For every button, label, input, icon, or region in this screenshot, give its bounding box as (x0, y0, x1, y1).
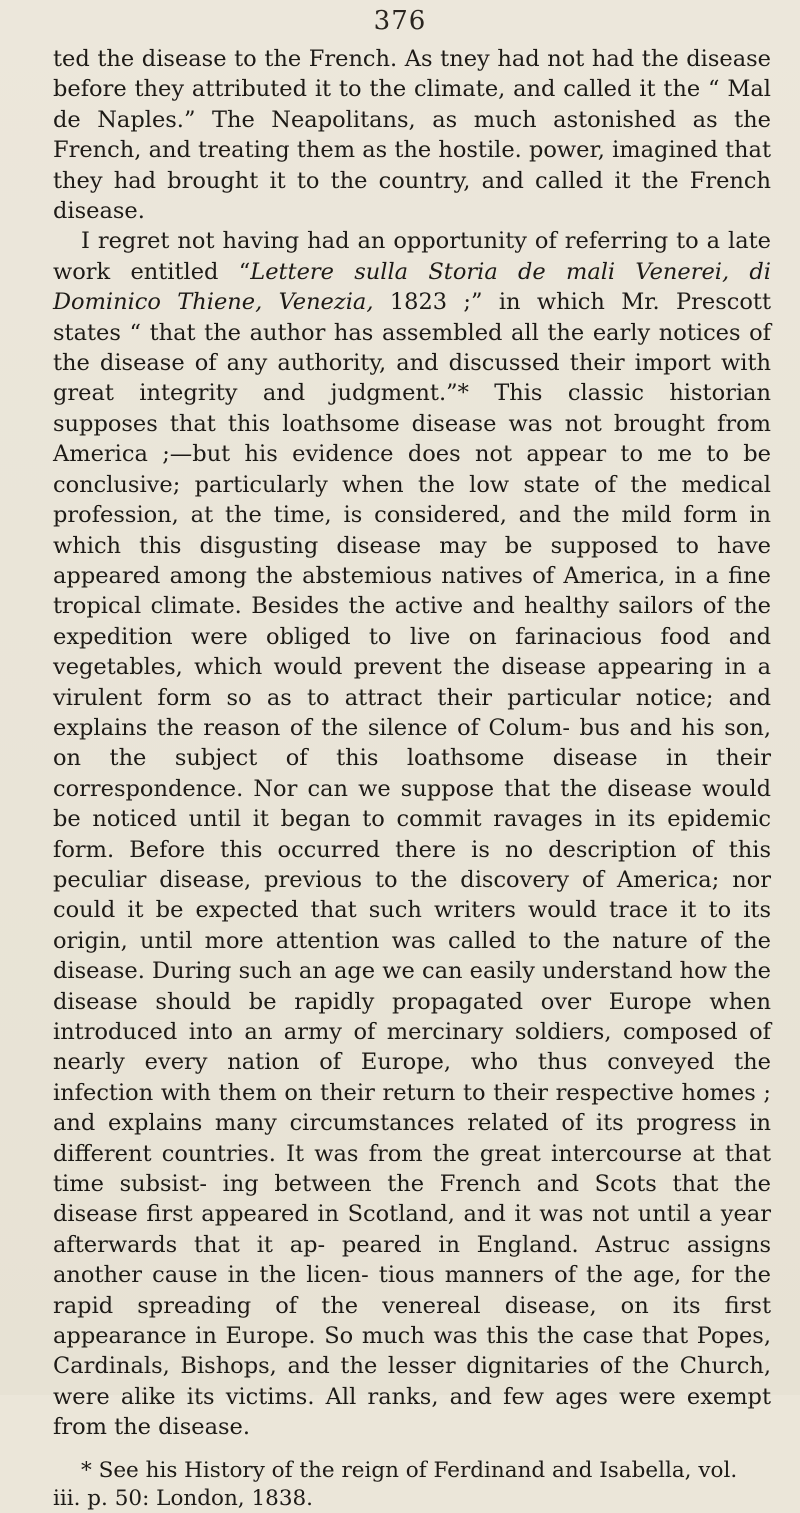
paragraph-continuation: ted the disease to the French. As tney had not had the disease before they attributed it to the climate, and called it the “ Mal de Naples.” The Neapolitans, as much astonished as the French, and treating them as the hostile. power, imagined that they had brought it to the country, and called it the French disease. (53, 46, 771, 225)
italic-book-title: Lettere sulla Storia de mali Venerei, di Dominico Thiene, Venezia, (53, 258, 771, 316)
body-text (53, 44, 771, 1513)
footnote: * See his History of the reign of Ferdinand and Isabella, vol. iii. p. 50: London, 1838. (53, 1457, 738, 1511)
paragraph-2-text-rest: 1823 ;” in which Mr. Prescott states “ that the author has assembled all the early notices of the disease of any authority, and discussed their import with great integrity and judgment.”* This classic historian supposes that this loathsome disease was not brought from America ;—but his evidence does not appear to me to be conclusive; particularly when the low state of the medical profession, at the time, is considered, and the mild form in which this disgusting disease may be supposed to have appeared among the abstemious natives of America, in a fine tropical climate. Besides the active and healthy sailors of the expedition were obliged to live on farinacious food and vegetables, which would prevent the disease appearing in a virulent form so as to attract their particular notice; and explains the reason of the silence of Colum- bus and his son, on the subject of this loathsome disease in their correspondence. Nor can we suppose that the disease would be noticed until it began to commit ravages in its epidemic form. Before this occurred there is no description of this peculiar disease, previous to the discovery of America; nor could it be expected that such writers would trace it to its origin, until more attention was called to the nature of the disease. During such an age we can easily understand how the disease should be rapidly propagated over Europe when introduced into an army of mercinary soldiers, composed of nearly every nation of Europe, who thus conveyed the infection with them on their return to their respective homes ; and explains many circumstances related of its progress in different countries. It was from the great intercourse at that time subsist- ing between the French and Scots that the disease first appeared in Scotland, and it was not until a year afterwards that it ap- peared in England. Astruc assigns another cause in the licen- tious manners of the age, for the rapid spreading of the venereal disease, on its first appearance in Europe. So much was this the case that Popes, Cardinals, Bishops, and the lesser dignitaries of the Church, were alike its victims. All ranks, and few ages were exempt from the disease. (53, 289, 771, 1441)
page-number: 376 (373, 6, 427, 36)
paragraph-prescott (53, 226, 771, 1442)
paragraph-2-text-start: I regret not having had an opportunity of referring to a late work entitled “ (53, 228, 771, 285)
